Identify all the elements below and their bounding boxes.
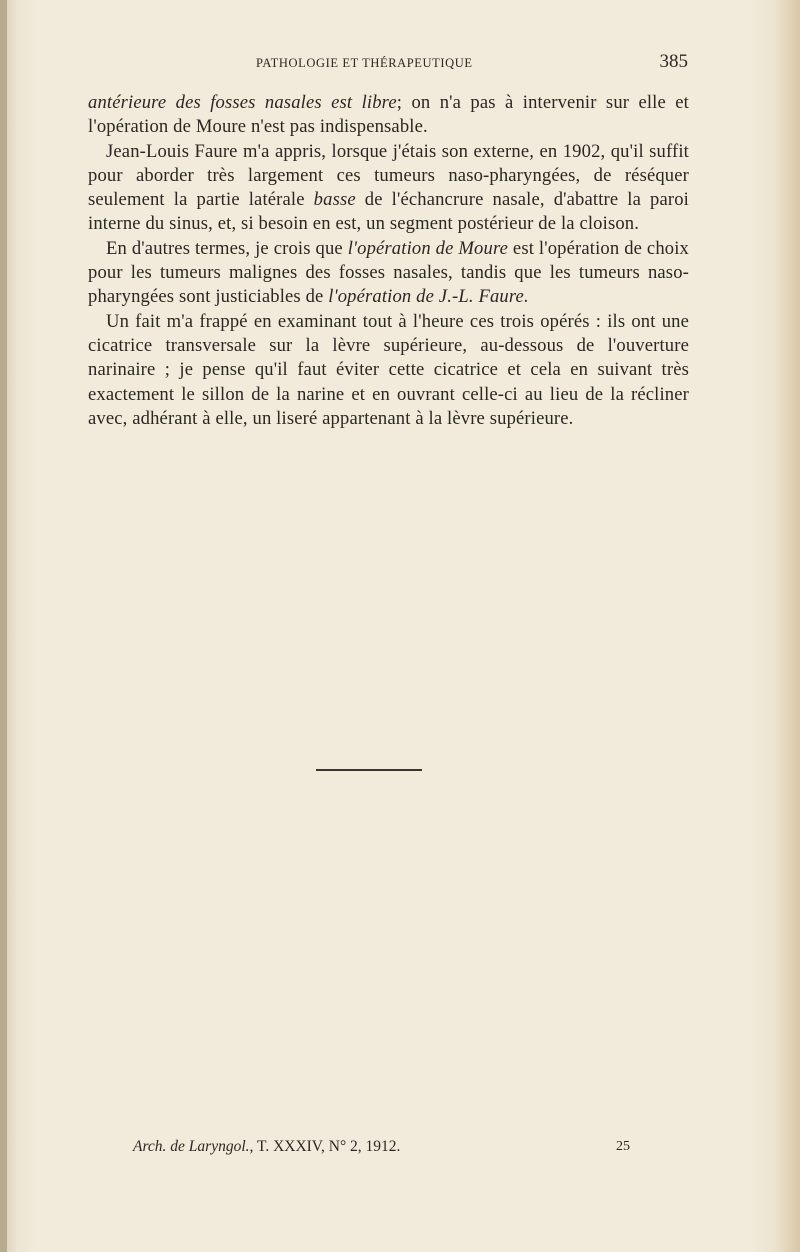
page-number: 385 xyxy=(659,51,688,72)
running-header xyxy=(84,52,692,76)
text-segment: est l'opération de choix pour les tumeurs malignes des fosses nasales, tandis que les tumeurs naso-pharyngées sont justiciables de xyxy=(88,237,689,308)
page-binding-edge xyxy=(0,0,7,1252)
page-footer xyxy=(133,1138,653,1162)
text-segment: de l'échancrure nasale, d'abattre la paroi interne du sinus, et, si besoin en est, un segment postérieur de la cloison. xyxy=(88,189,689,235)
text-segment-italic: l'opération de Moure xyxy=(347,237,509,259)
text-segment-italic: l'opération de J.-L. Faure. xyxy=(328,286,529,308)
journal-volume: , T. XXXIV, N° 2, 1912. xyxy=(249,1138,401,1155)
section-divider-rule xyxy=(316,769,422,771)
paragraph xyxy=(88,237,689,310)
journal-abbrev: Arch. de Laryngol. xyxy=(133,1138,250,1155)
text-segment-italic: basse xyxy=(313,189,356,211)
paragraph xyxy=(88,310,689,431)
text-segment: ; on n'a pas à intervenir sur elle et l'opération de Moure n'est pas indispensable. xyxy=(88,92,689,138)
text-segment: En d'autres termes, je crois que xyxy=(106,237,348,259)
running-title: PATHOLOGIE ET THÉRAPEUTIQUE xyxy=(256,56,473,70)
text-segment-italic: antérieure des fosses nasales est libre xyxy=(88,92,397,113)
paragraph xyxy=(88,91,689,140)
text-segment: Jean-Louis Faure m'a appris, lorsque j'étais son externe, en 1902, qu'il suffit pour aborder très largement ces tumeurs naso-pharyngées, de réséquer seulement la partie latérale xyxy=(88,140,689,211)
paragraph xyxy=(88,140,689,237)
journal-reference xyxy=(133,1138,400,1156)
printer-signature: 25 xyxy=(616,1139,630,1154)
body-text xyxy=(88,91,689,431)
text-segment: Un fait m'a frappé en examinant tout à l'heure ces trois opérés : ils ont une cicatrice transversale sur la lèvre supérieure, au-dessous de l'ouverture narinaire ; je pense qu'il faut éviter cette cicatrice et cela en suivant très exactement le sillon de la narine et en ouvrant celle-ci au lieu de la récliner avec, adhérant à elle, un liseré appartenant à la lèvre supérieure. xyxy=(88,310,689,429)
